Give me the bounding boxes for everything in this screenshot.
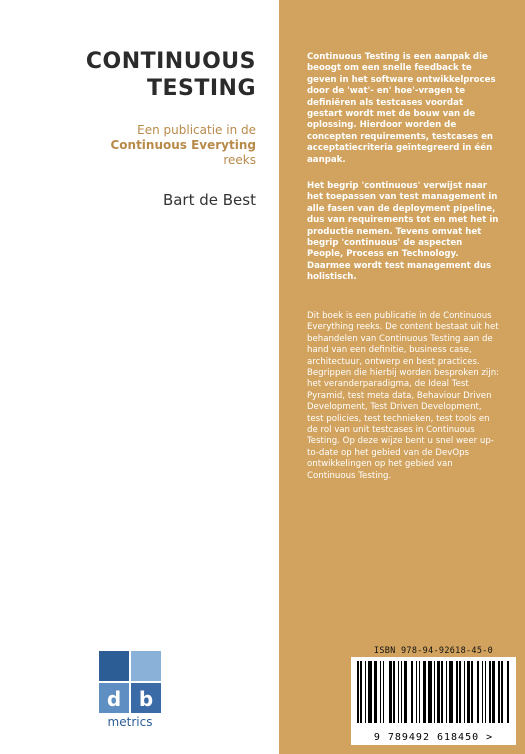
barcode-digits: 9 789492 618450 > — [373, 732, 494, 743]
series-subtitle — [110, 123, 256, 168]
subtitle-line-3: reeks — [223, 153, 256, 167]
title-line-2: TESTING — [146, 76, 256, 101]
logo-letter-d: d — [106, 687, 122, 711]
subtitle-line-1: Een publicatie in de — [137, 123, 256, 137]
subtitle-line-2: Continuous Everyting — [110, 138, 256, 152]
logo-square — [99, 651, 129, 681]
book-title — [86, 48, 256, 102]
logo-square — [131, 651, 161, 681]
isbn-label: ISBN 978-94-92618-45-0 — [373, 646, 494, 656]
isbn-barcode — [351, 646, 516, 744]
title-line-1: CONTINUOUS — [85, 49, 256, 74]
barcode-box — [351, 657, 516, 745]
logo-square — [131, 683, 161, 713]
logo-squares — [99, 651, 161, 713]
blurb-paragraph-1: Continuous Testing is een aanpak die beoogt om een snelle feedback te geven in het software ontwikkelproces door de 'wat'- en' hoe'-vragen te definiëren als testcases voordat gestart wordt met de bouw van de oplossing. Hierdoor worden de concepten requirements, testcases en acceptatiecriteria geïntegreerd in één aanpak. — [307, 52, 496, 165]
barcode-bar — [509, 661, 511, 723]
barcode-bars — [357, 661, 510, 723]
db-metrics-logo — [99, 651, 161, 729]
author-name: Bart de Best — [162, 191, 256, 209]
blurb-paragraph-2: Het begrip 'continuous' verwijst naar het toepassen van test management in alle fasen van de deployment pipeline, dus van requirements tot en met het in productie nemen. Tevens omvat het begrip 'continuous' de aspecten People, Process en Technology. Daarmee wordt test management dus holistisch. — [307, 181, 499, 283]
logo-square — [99, 683, 129, 713]
blurb-paragraph-3: Dit boek is een publicatie in de Continuous Everything reeks. De content bestaat uit het behandelen van Continuous Testing aan de hand van een definitie, business case, architectuur, ontwerp en best practices. Begrippen die hierbij worden besproken zijn: het veranderparadigma, de Ideal Test Pyramid, test meta data, Behaviour Driven Development, Test Driven Development, test policies, test technieken, test tools en de rol van unit testcases in Continuous Testing. Op deze wijze bent u snel weer up-to-date op het gebied van de DevOps ontwikkelingen op het gebied van Continuous Testing. — [307, 311, 500, 481]
logo-letter-b: b — [138, 687, 154, 711]
logo-brand-text: metrics — [107, 715, 153, 729]
